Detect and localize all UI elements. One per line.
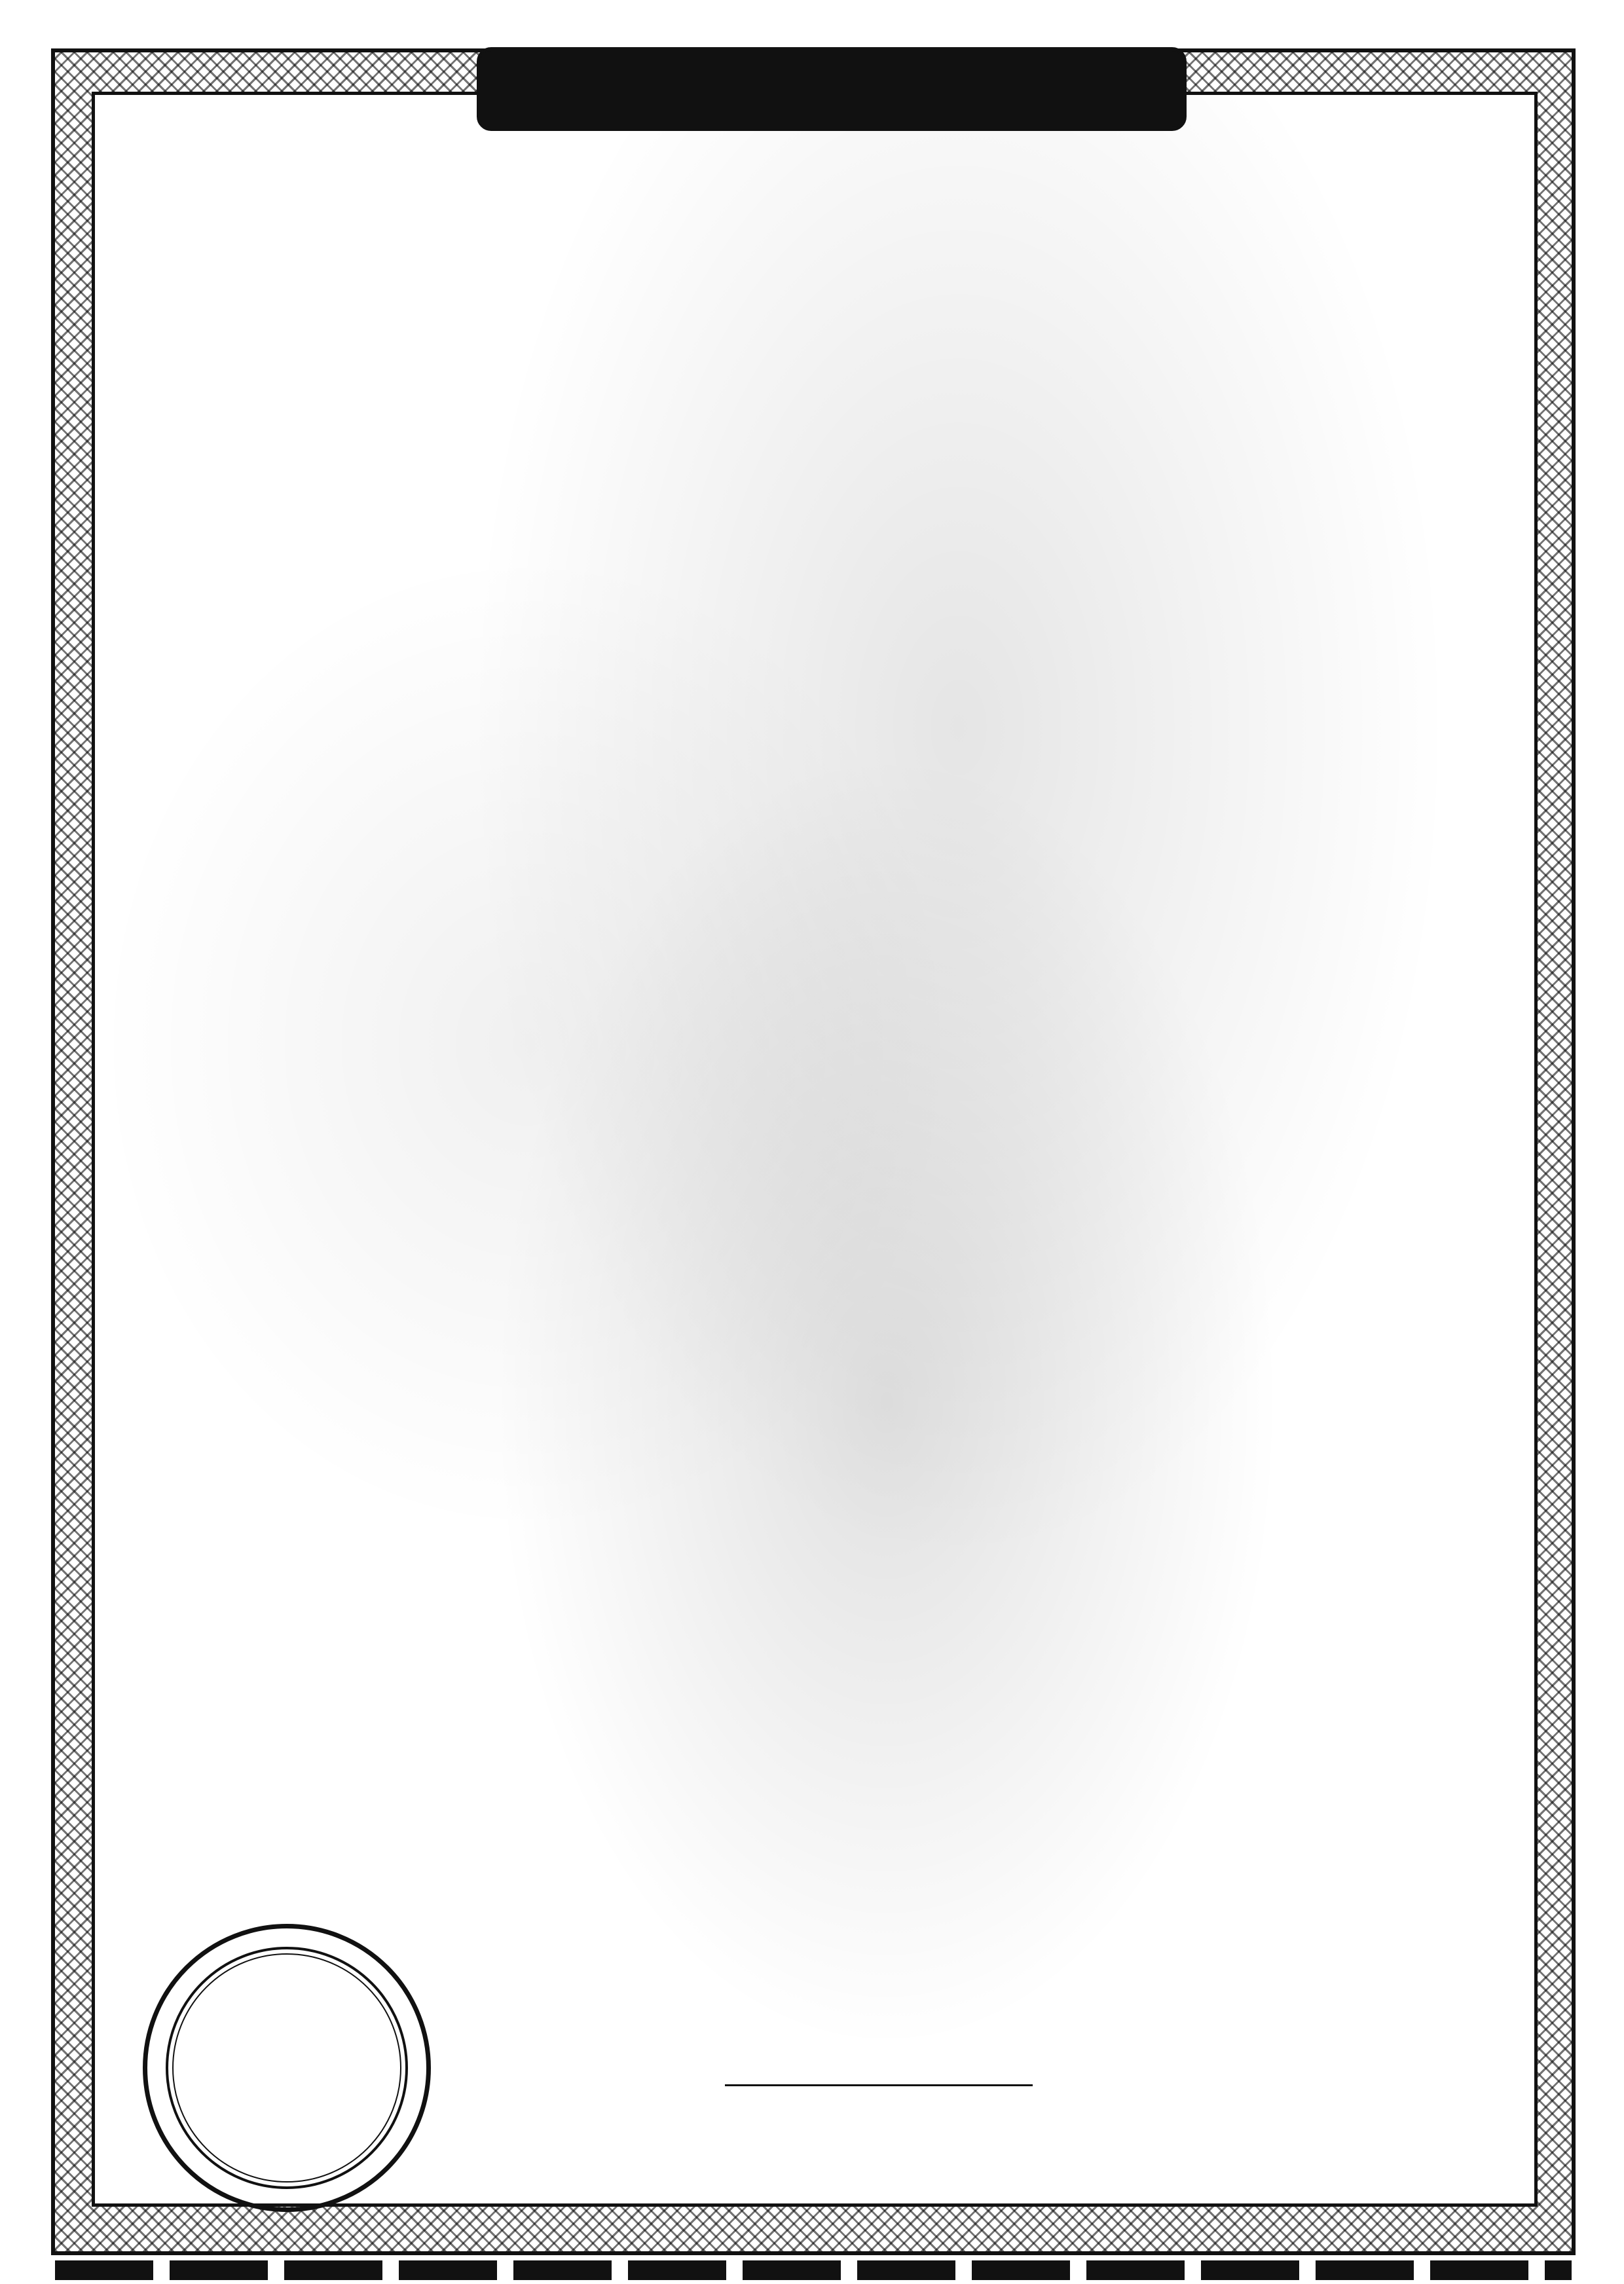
header-banner — [477, 47, 1187, 131]
stamp-ring-inner — [172, 1953, 401, 2183]
certificate-reference — [377, 259, 388, 293]
head-signature-line — [725, 2084, 1033, 2086]
document-body-area — [92, 92, 1538, 2207]
certification-body-stamp — [143, 1924, 431, 2212]
frame-bottom-band — [55, 2260, 1572, 2280]
